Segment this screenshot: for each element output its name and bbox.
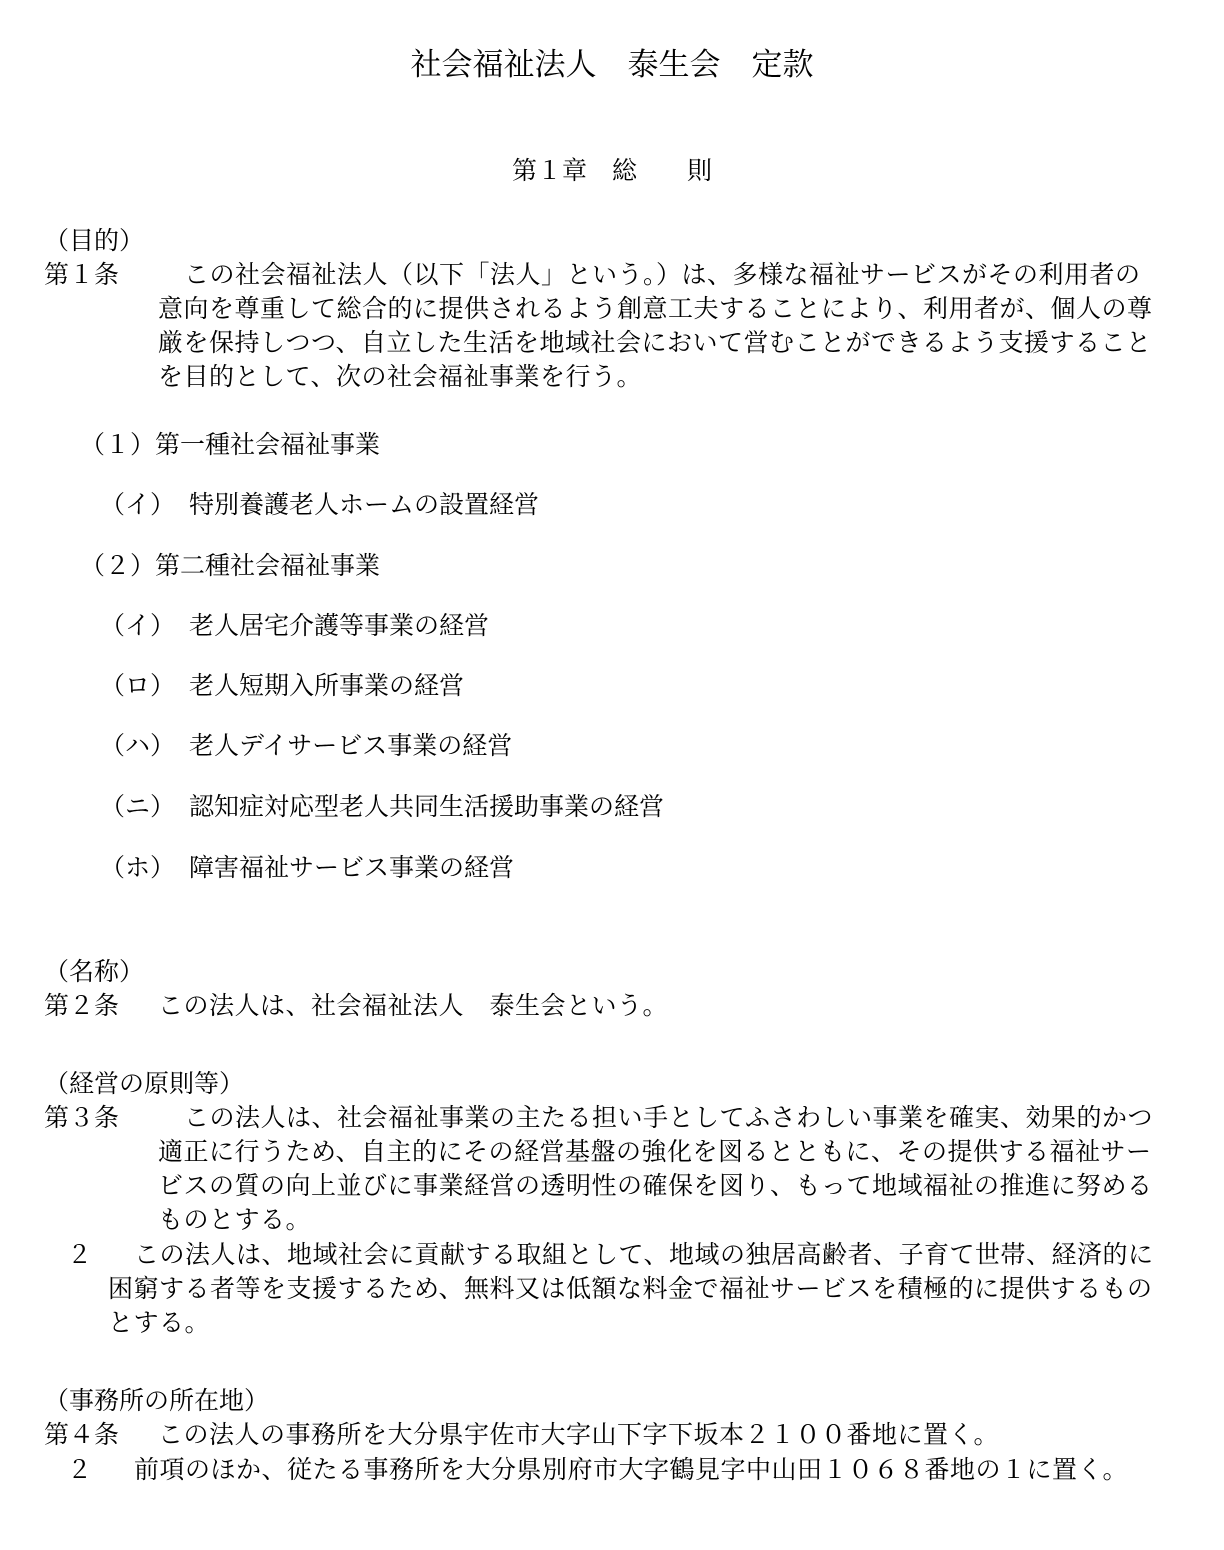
document-title: 社会福祉法人 泰生会 定款 [410,47,814,83]
article-3-line-3: ビスの質の向上並びに事業経営の透明性の確保を図り、もって地域福祉の推進に努める [158,1171,1153,1200]
chapter-heading: 第１章 総 則 [511,156,712,185]
article-3-line-4: ものとする。 [158,1205,312,1234]
item-2-sub-i-label: （イ） [100,611,176,640]
article-3-clause-2-line-2: 困窮する者等を支援するため、無料又は低額な料金で福祉サービスを積極的に提供するもの [108,1274,1153,1303]
item-2-sub-ro-label: （ロ） [100,671,176,700]
article-3-line-1: この法人は、社会福祉事業の主たる担い手としてふさわしい事業を確実、効果的かつ [184,1103,1154,1132]
article-4-clause-2-text: 前項のほか、従たる事務所を大分県別府市大字鶴見字中山田１０６８番地の１に置く。 [134,1455,1129,1484]
item-2-sub-ni-label: （ニ） [100,792,176,821]
article-1-line-4: を目的として、次の社会福祉事業を行う。 [158,362,643,391]
article-1-line-2: 意向を尊重して総合的に提供されるよう創意工夫することにより、利用者が、個人の尊 [158,294,1153,323]
item-2-sub-ni-text: 認知症対応型老人共同生活援助事業の経営 [189,792,665,821]
article-3-line-2: 適正に行うため、自主的にその経営基盤の強化を図るとともに、その提供する福祉サー [158,1137,1152,1166]
item-1-sub-i-label: （イ） [100,490,176,519]
item-2-text: 第二種社会福祉事業 [155,551,381,580]
article-2-text: この法人は、社会福祉法人 泰生会という。 [158,991,669,1020]
item-2-sub-ha-label: （ハ） [100,731,176,760]
article-4-number: 第４条 [44,1420,120,1449]
article-3-clause-2-line-3: とする。 [108,1308,211,1337]
item-1-text: 第一種社会福祉事業 [155,430,381,459]
article-4-caption: （事務所の所在地） [44,1386,270,1415]
item-2-label: （２） [80,551,156,580]
article-2-number: 第２条 [44,991,120,1020]
item-2-sub-ro-text: 老人短期入所事業の経営 [189,671,465,700]
article-1-line-3: 厳を保持しつつ、自立した生活を地域社会において営むことができるよう支援すること [158,328,1152,357]
item-1-sub-i-text: 特別養護老人ホームの設置経営 [189,490,540,519]
item-2-sub-ho-text: 障害福祉サービス事業の経営 [189,853,515,882]
article-1-number: 第１条 [44,260,120,289]
item-2-sub-i-text: 老人居宅介護等事業の経営 [189,611,490,640]
article-4-clause-2-number: ２ [67,1455,93,1484]
article-3-clause-2-line-1: この法人は、地域社会に貢献する取組として、地域の独居高齢者、子育て世帯、経済的に [134,1240,1154,1269]
article-3-number: 第３条 [44,1103,120,1132]
article-1-caption: （目的） [44,226,145,255]
article-2-caption: （名称） [44,957,145,986]
item-1-label: （１） [80,430,156,459]
item-2-sub-ho-label: （ホ） [100,853,176,882]
article-4-text: この法人の事務所を大分県宇佐市大字山下字下坂本２１００番地に置く。 [158,1420,1000,1449]
article-1-line-1: この社会福祉法人（以下「法人」という。）は、多様な福祉サービスがその利用者の [184,260,1141,289]
item-2-sub-ha-text: 老人デイサービス事業の経営 [189,731,513,760]
article-3-clause-2-number: ２ [67,1240,93,1269]
article-3-caption: （経営の原則等） [44,1069,245,1098]
